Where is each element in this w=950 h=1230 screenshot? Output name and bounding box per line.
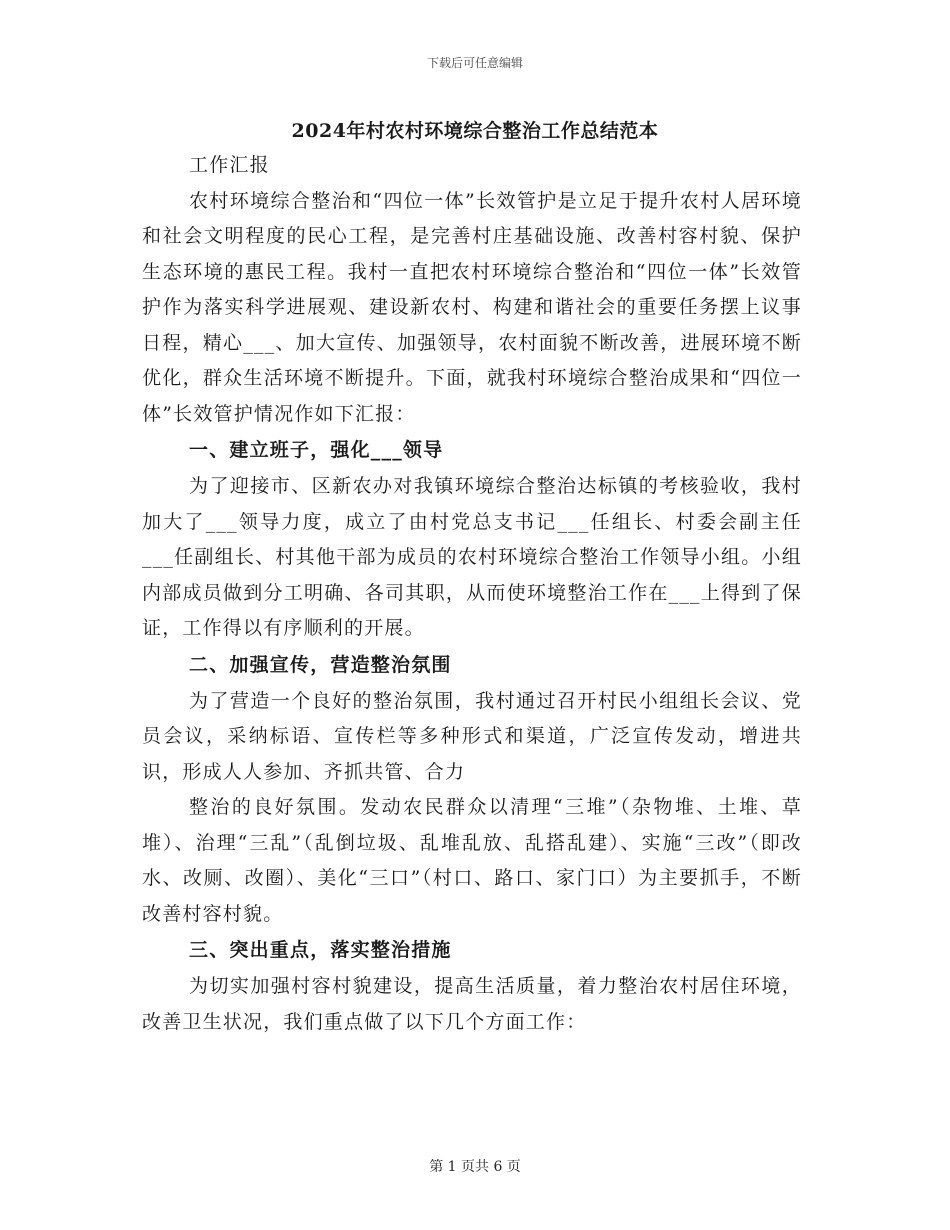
header-note: 下载后可任意编辑 [426, 56, 523, 70]
section-heading-3: 三、突出重点，落实整治措施 [189, 939, 452, 961]
page-number: 第 1 页共 6 页 [429, 1159, 521, 1175]
document-body [142, 148, 802, 1040]
intro-paragraph: 农村环境综合整治和“四位一体”长效管护是立足于提升农村人居环境和社会文明程度的民心工程，是完善村庄基础设施、改善村容村貌、保护生态环境的惠民工程。我村一直把农村环境综合整治和“四位一体”长效管护作为落实科学进展观、建设新农村、构建和谐社会的重要任务摆上议事日程，精心___、加大宣传、加强领导，农村面貌不断改善，进展环境不断优化，群众生活环境不断提升。下面，就我村环境综合整治成果和“四位一体”长效管护情况作如下汇报： [142, 189, 802, 425]
section-1-paragraph-1: 为了迎接市、区新农办对我镇环境综合整治达标镇的考核验收，我村加大了___领导力度，成立了由村党总支书记___任组长、村委会副主任___任副组长、村其他干部为成员的农村环境综合整治工作领导小组。小组内部成员做到分工明确、各司其职，从而使环境整治工作在___上得到了保证，工作得以有序顺利的开展。 [142, 475, 802, 639]
document-title: 2024年村农村环境综合整治工作总结范本 [291, 120, 659, 142]
section-heading-1: 一、建立班子，强化___领导 [189, 439, 444, 461]
document-subtitle: 工作汇报 [189, 154, 270, 176]
section-3-paragraph-1: 为切实加强村容村貌建设，提高生活质量，着力整治农村居住环境，改善卫生状况，我们重点做了以下几个方面工作： [142, 975, 802, 1033]
section-2-paragraph-1: 为了营造一个良好的整治氛围，我村通过召开村民小组组长会议、党员会议，采纳标语、宣传栏等多种形式和渠道，广泛宣传发动，增进共识，形成人人参加、齐抓共管、合力 [142, 689, 802, 783]
section-2-paragraph-2: 整治的良好氛围。发动农民群众以清理“三堆”（杂物堆、土堆、草堆）、治理“三乱”（乱倒垃圾、乱堆乱放、乱搭乱建）、实施“三改”（即改水、改厕、改圈）、美化“三口”（村口、路口、家门口）为主要抓手，不断改善村容村貌。 [142, 796, 802, 925]
section-heading-2: 二、加强宣传，营造整治氛围 [189, 653, 452, 676]
